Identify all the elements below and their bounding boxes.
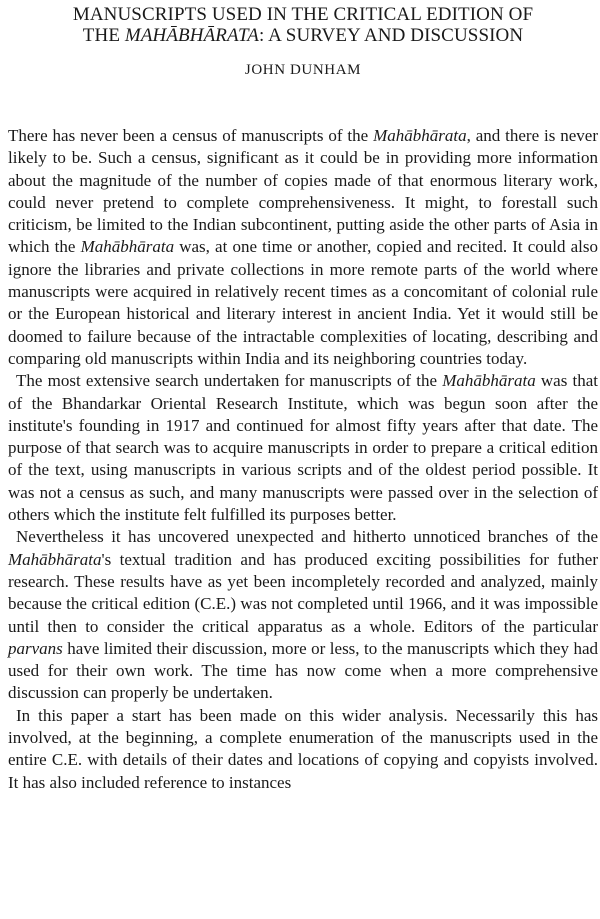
italic-term: Mahābhārata: [442, 371, 536, 391]
paragraph: [8, 125, 598, 370]
article-body: [8, 125, 598, 794]
paragraph: [8, 526, 598, 704]
paragraph: [8, 370, 598, 526]
title-prefix: THE: [82, 25, 125, 46]
paragraph-text: In this paper a start has been made on this wider analysis. Necessarily this has involved, at the beginning, a complete enumeration of the manuscripts used in the entire C.E. with details of their dates and locations of copying and copyists involved. It has also included reference to instances: [8, 705, 598, 792]
author-name: JOHN DUNHAM: [244, 62, 362, 78]
paragraph-text: was, at one time or another, copied and recited. It could also ignore the libraries and private collections in more remote parts of the world where manuscripts were acquired in relatively recent times as a concomitant of colonial rule or the European historical and literary interest in ancient India. Yet it would still be doomed to failure because of the intractable complexities of locating, describing and comparing old manuscripts within India and its neighboring countries today.: [8, 237, 598, 368]
title-line-2: [8, 25, 598, 46]
paragraph-text: was that of the Bhandarkar Oriental Research Institute, which was begun soon after the institute's founding in 1917 and continued for almost fifty years after that date. The purpose of that search was to acquire manuscripts in order to prepare a critical edition of the text, using manuscripts in various scripts and of the oldest period possible. It was not a census as such, and many manuscripts were passed over in the selection of others which the institute felt fulfilled its purposes better.: [8, 371, 599, 525]
italic-term: Mahābhārata: [8, 549, 102, 569]
title-line-1: MANUSCRIPTS USED IN THE CRITICAL EDITION OF: [72, 4, 534, 25]
italic-term: Mahābhārata: [373, 126, 467, 145]
italic-term: parvans: [8, 638, 63, 658]
italic-term: Mahābhārata: [80, 237, 175, 257]
title-suffix: : A SURVEY AND DISCUSSION: [258, 25, 524, 46]
paragraph-text: There has never been a census of manuscripts of the: [8, 126, 374, 145]
article-title: [8, 4, 598, 46]
paragraph-text: , and there is never likely to be. Such a census, significant as it could be in providing more information about the magnitude of the number of copies made of that enormous literary work, could never pretend to complete comprehensiveness. It might, to forestall such criticism, be limited to the Indian subcontinent, putting aside the other parts of Asia in which the: [8, 126, 598, 257]
paragraph-text: 's textual tradition and has produced exciting possibilities for futher research. These results have as yet been incompletely recorded and analyzed, mainly because the critical edition (C.E.) was not completed until 1966, and it was impossible until then to consider the critical apparatus as a whole. Editors of the particular: [8, 549, 598, 636]
paragraph-text: have limited their discussion, more or less, to the manuscripts which they had used for their own work. The time has now come when a more comprehensive discussion can properly be undertaken.: [8, 638, 598, 703]
title-italic-work: MAHĀBHĀRATA: [124, 25, 259, 46]
paragraph-text: Nevertheless it has uncovered unexpected and hitherto unnoticed branches of the: [16, 527, 598, 547]
paragraph-text: The most extensive search undertaken for manuscripts of the: [16, 371, 443, 391]
paragraph: [8, 705, 598, 794]
